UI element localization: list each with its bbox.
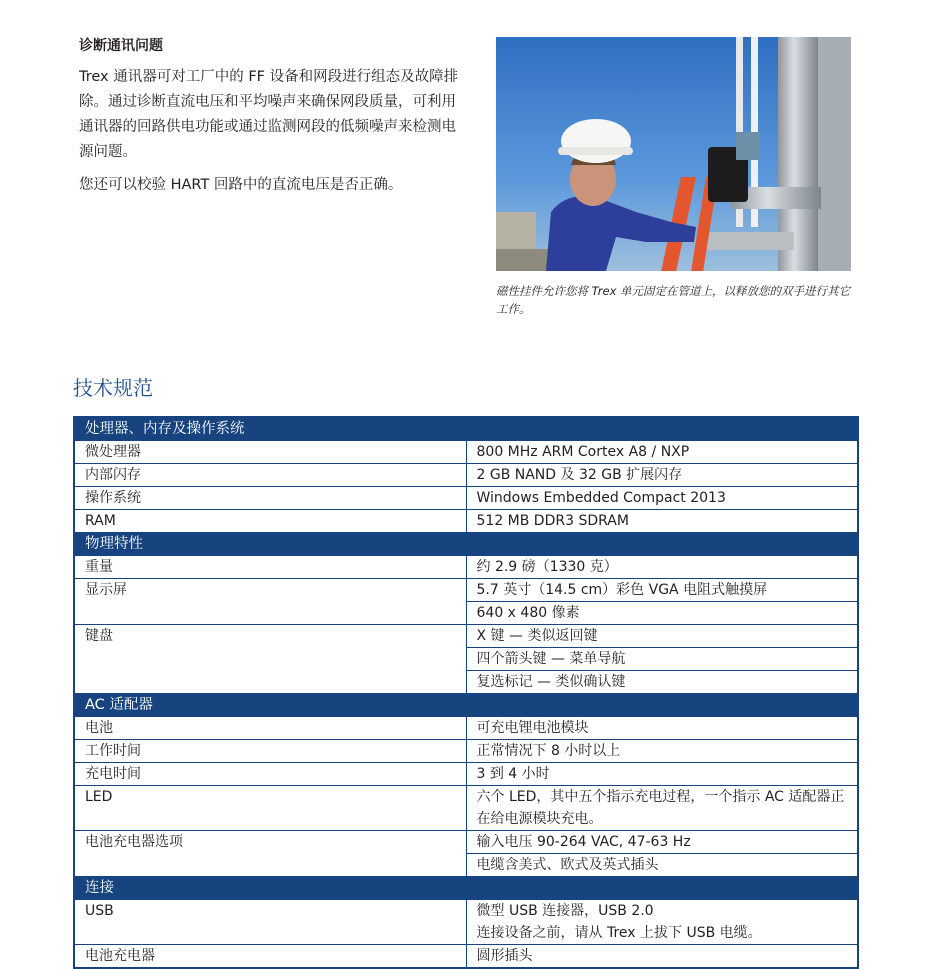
section-title: 处理器、内存及操作系统 <box>74 417 858 441</box>
spec-label: 电池 <box>74 717 466 740</box>
spec-value: 复选标记 — 类似确认键 <box>466 671 858 694</box>
diagnostics-title: 诊断通讯问题 <box>79 38 163 54</box>
spec-value: 640 x 480 像素 <box>466 602 858 625</box>
spec-value: X 键 — 类似返回键 <box>466 625 858 648</box>
diagnostics-paragraph-2: 您还可以校验 HART 回路中的直流电压是否正确。 <box>79 177 403 193</box>
spec-label: 重量 <box>74 556 466 579</box>
section-title: AC 适配器 <box>74 694 858 717</box>
spec-value: 输入电压 90-264 VAC, 47-63 Hz <box>466 831 858 854</box>
spec-label: 操作系统 <box>74 487 466 510</box>
spec-label: 电池充电器 <box>74 945 466 969</box>
spec-value: 约 2.9 磅（1330 克） <box>466 556 858 579</box>
table-row <box>74 556 858 579</box>
spec-heading: 技术规范 <box>73 376 153 400</box>
spec-value: Windows Embedded Compact 2013 <box>466 487 858 510</box>
spec-value: 2 GB NAND 及 32 GB 扩展闪存 <box>466 464 858 487</box>
diagnostics-paragraph-1: Trex 通讯器可对工厂中的 FF 设备和网段进行组态及故障排除。通过诊断直流电压和平均噪声来确保网段质量，可利用通讯器的回路供电功能或通过监测网段的低频噪声来检测电源问题。 <box>79 69 459 160</box>
spec-value: 四个箭头键 — 菜单导航 <box>466 648 858 671</box>
spec-value: 512 MB DDR3 SDRAM <box>466 510 858 533</box>
table-row <box>74 945 858 969</box>
spec-value: 5.7 英寸（14.5 cm）彩色 VGA 电阻式触摸屏 <box>466 579 858 602</box>
section-header-processor <box>74 417 858 441</box>
table-row <box>74 579 858 602</box>
spec-value: 可充电锂电池模块 <box>466 717 858 740</box>
table-row <box>74 717 858 740</box>
section-title: 物理特性 <box>74 533 858 556</box>
table-row <box>74 786 858 831</box>
spec-value: 800 MHz ARM Cortex A8 / NXP <box>466 441 858 464</box>
spec-label: 键盘 <box>74 625 466 694</box>
technician-illustration <box>496 37 851 271</box>
spec-label: LED <box>74 786 466 831</box>
spec-value: 微型 USB 连接器，USB 2.0 <box>466 900 858 923</box>
table-row <box>74 831 858 854</box>
spec-label: RAM <box>74 510 466 533</box>
section-header-connectivity <box>74 877 858 900</box>
spec-label: 微处理器 <box>74 441 466 464</box>
section-header-physical <box>74 533 858 556</box>
spec-label: 电池充电器选项 <box>74 831 466 877</box>
table-row <box>74 625 858 648</box>
spec-label: 内部闪存 <box>74 464 466 487</box>
spec-value: 正常情况下 8 小时以上 <box>466 740 858 763</box>
photo-caption: 磁性挂件允许您将 Trex 单元固定在管道上，以释放您的双手进行其它工作。 <box>496 284 851 316</box>
section-title: 连接 <box>74 877 858 900</box>
spec-label: 显示屏 <box>74 579 466 625</box>
technician-photo <box>496 37 851 271</box>
table-row <box>74 900 858 923</box>
table-row <box>74 763 858 786</box>
spec-value: 圆形插头 <box>466 945 858 969</box>
table-row <box>74 740 858 763</box>
table-row <box>74 464 858 487</box>
spec-label: USB <box>74 900 466 945</box>
table-row <box>74 441 858 464</box>
spec-value: 3 到 4 小时 <box>466 763 858 786</box>
table-row <box>74 510 858 533</box>
spec-label: 充电时间 <box>74 763 466 786</box>
section-header-ac-adapter <box>74 694 858 717</box>
table-row <box>74 487 858 510</box>
spec-value: 电缆含美式、欧式及英式插头 <box>466 854 858 877</box>
spec-label: 工作时间 <box>74 740 466 763</box>
spec-value: 六个 LED，其中五个指示充电过程，一个指示 AC 适配器正在给电源模块充电。 <box>466 786 858 831</box>
spec-value: 连接设备之前，请从 Trex 上拔下 USB 电缆。 <box>466 922 858 945</box>
spec-table <box>73 416 859 969</box>
